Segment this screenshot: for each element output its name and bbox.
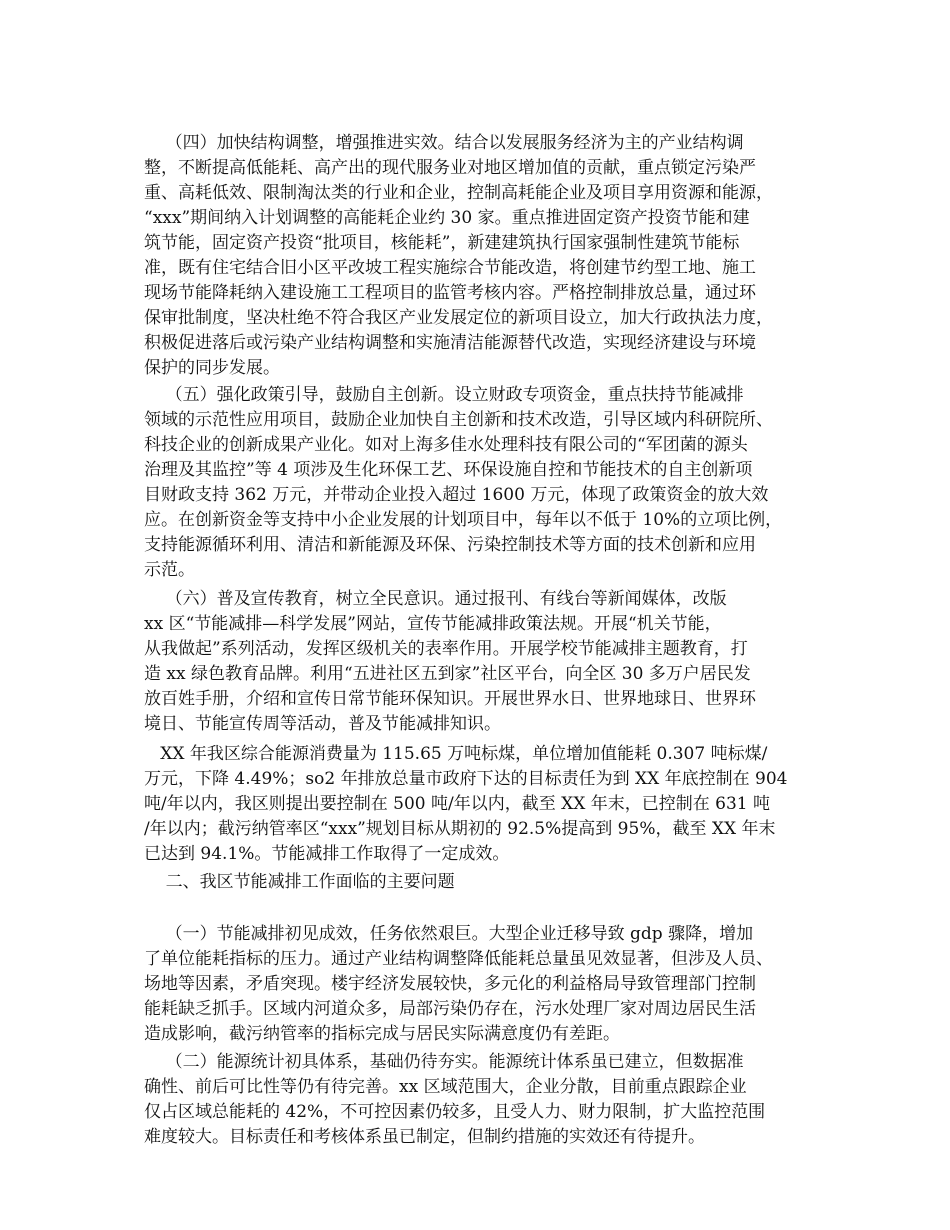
text-line: 从我做起”系列活动，发挥区级机关的表率作用。开展学校节能减排主题教育，打	[144, 639, 748, 659]
text-line: 二、我区节能减排工作面临的主要问题	[144, 872, 455, 892]
text-line: 境日、节能宣传周等活动，普及节能减排知识。	[144, 714, 501, 734]
text-line: 已达到 94.1%。节能减排工作取得了一定成效。	[144, 844, 510, 864]
text-line: 放百姓手册，介绍和宣传日常节能环保知识。开展世界水日、世界地球日、世界环	[144, 689, 756, 709]
paragraph-policy-guidance	[144, 383, 824, 583]
text-line: xx 区“节能减排—科学发展”网站，宣传节能减排政策法规。开展“机关节能，	[144, 614, 722, 634]
text-line: 重、高耗低效、限制淘汰类的行业和企业，控制高耗能企业及项目享用资源和能源，	[144, 183, 773, 203]
text-line: 保审批制度，坚决杜绝不符合我区产业发展定位的新项目设立，加大行政执法力度，	[144, 308, 773, 328]
text-line: /年以内；截污纳管率区“xxx”规划目标从期初的 92.5%提高到 95%，截至 XX 年末	[144, 819, 776, 839]
text-line: 万元，下降 4.49%；so2 年排放总量市政府下达的目标责任为到 XX 年底控制在 904	[144, 769, 788, 789]
text-line: 仅占区域总能耗的 42%，不可控因素仍较多，且受人力、财力限制，扩大监控范围	[144, 1102, 766, 1122]
text-line: 示范。	[144, 560, 195, 580]
paragraph-energy-statistics	[144, 1050, 824, 1150]
paragraph-energy-results	[144, 742, 824, 867]
text-line: 积极促进落后或污染产业结构调整和实施清洁能源替代改造，实现经济建设与环境	[144, 333, 756, 353]
text-line: 能耗缺乏抓手。区域内河道众多，局部污染仍存在，污水处理厂家对周边居民生活	[144, 999, 756, 1019]
paragraph-publicity-education	[144, 587, 824, 737]
paragraph-arduous-tasks	[144, 922, 824, 1047]
text-line: 场地等因素，矛盾突现。楼宇经济发展较快，多元化的利益格局导致管理部门控制	[144, 974, 756, 994]
text-line: 整，不断提高低能耗、高产出的现代服务业对地区增加值的贡献，重点锁定污染严	[144, 158, 756, 178]
text-line: 领域的示范性应用项目，鼓励企业加快自主创新和技术改造，引导区域内科研院所、	[144, 410, 773, 430]
text-line: （四）加快结构调整，增强推进实效。结合以发展服务经济为主的产业结构调	[144, 133, 744, 153]
text-line: 准，既有住宅结合旧小区平改坡工程实施综合节能改造，将创建节约型工地、施工	[144, 258, 756, 278]
text-line: “xxx”期间纳入计划调整的高能耗企业约 30 家。重点推进固定资产投资节能和建	[144, 208, 750, 228]
text-line: 确性、前后可比性等仍有待完善。xx 区域范围大，企业分散，目前重点跟踪企业	[144, 1077, 747, 1097]
text-line: （六）普及宣传教育，树立全民意识。通过报刊、有线台等新闻媒体，改版	[144, 589, 727, 609]
text-line: 科技企业的创新成果产业化。如对上海多佳水处理科技有限公司的“军团菌的源头	[144, 435, 748, 455]
text-line: 造成影响，截污纳管率的指标完成与居民实际满意度仍有差距。	[144, 1024, 620, 1044]
text-line: 现场节能降耗纳入建设施工工程项目的监管考核内容。严格控制排放总量，通过环	[144, 283, 756, 303]
text-line: 治理及其监控”等 4 项涉及生化环保工艺、环保设施自控和节能技术的自主创新项	[144, 460, 753, 480]
text-line: 筑节能，固定资产投资“批项目，核能耗”，新建建筑执行国家强制性建筑节能标	[144, 233, 740, 253]
text-line: 支持能源循环利用、清洁和新能源及环保、污染控制技术等方面的技术创新和应用	[144, 535, 756, 555]
text-line: （五）强化政策引导，鼓励自主创新。设立财政专项资金，重点扶持节能减排	[144, 385, 744, 405]
section-heading-main-problems	[144, 870, 824, 895]
text-line: 吨/年以内，我区则提出要控制在 500 吨/年以内，截至 XX 年末，已控制在 631 吨	[144, 794, 770, 814]
text-line: 了单位能耗指标的压力。通过产业结构调整降低能耗总量虽见效显著，但涉及人员、	[144, 949, 773, 969]
text-line: 目财政支持 362 万元，并带动企业投入超过 1600 万元，体现了政策资金的放大效	[144, 485, 769, 505]
text-line: 难度较大。目标责任和考核体系虽已制定，但制约措施的实效还有待提升。	[144, 1127, 705, 1147]
text-line: （一）节能减排初见成效，任务依然艰巨。大型企业迁移导致 gdp 骤降，增加	[144, 924, 754, 944]
paragraph-structural-adjustment	[144, 131, 824, 381]
text-line: 保护的同步发展。	[144, 358, 280, 378]
text-line: XX 年我区综合能源消费量为 115.65 万吨标煤，单位增加值能耗 0.307 吨标煤/	[144, 744, 768, 764]
text-line: 应。在创新资金等支持中小企业发展的计划项目中，每年以不低于 10%的立项比例，	[144, 510, 783, 530]
text-line: 造 xx 绿色教育品牌。利用“五进社区五到家”社区平台，向全区 30 多万户居民发	[144, 664, 751, 684]
text-line: （二）能源统计初具体系，基础仍待夯实。能源统计体系虽已建立，但数据准	[144, 1052, 744, 1072]
